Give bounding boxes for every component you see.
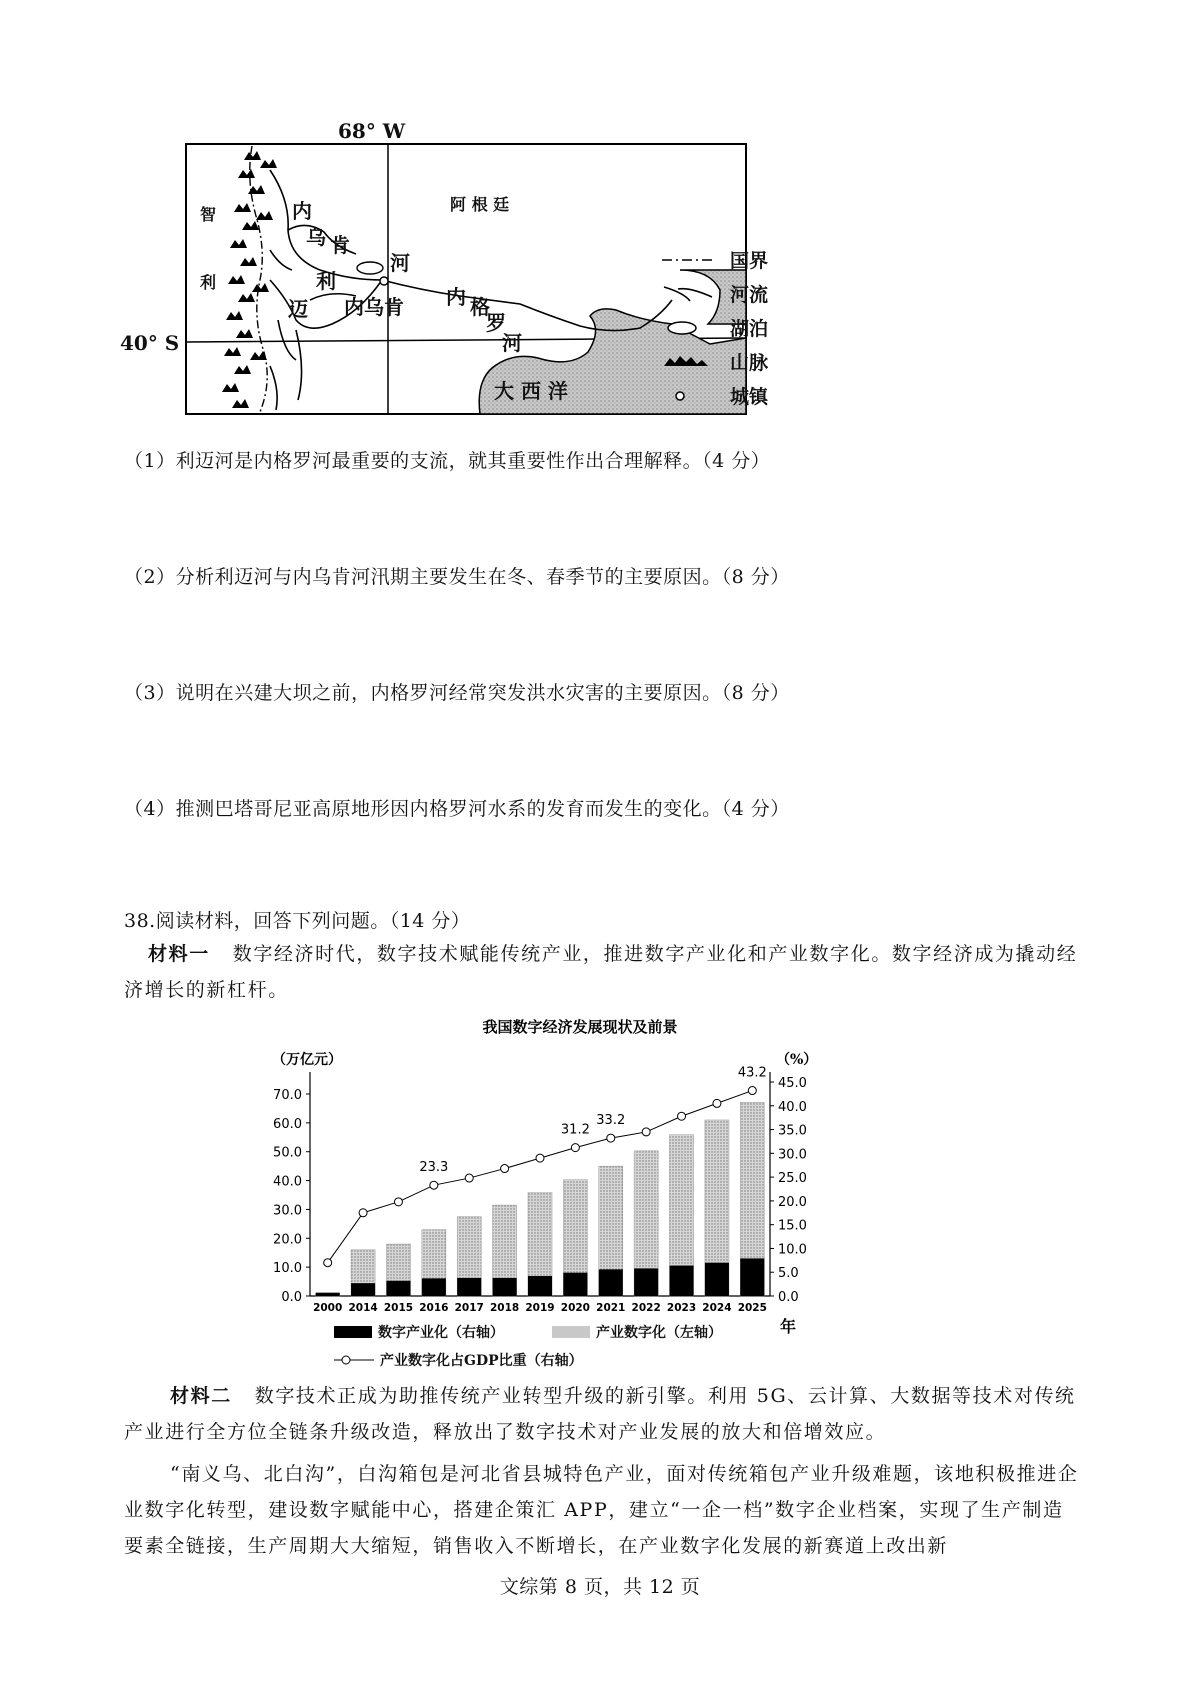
label-negro-2: 格	[470, 295, 490, 319]
longitude-label: 68° W	[338, 120, 406, 143]
right-tick-label: 0.0	[778, 1290, 799, 1305]
label-limay-2: 迈	[288, 297, 308, 321]
right-tick-label: 5.0	[778, 1266, 799, 1282]
legend-mountain	[660, 348, 768, 375]
legend-river-label: 河流	[730, 284, 769, 306]
label-neuquen-2: 乌	[306, 225, 326, 249]
lake-icon	[660, 320, 718, 336]
page-footer: 文综第 8 页，共 12 页	[499, 1576, 701, 1598]
label-argentina: 阿 根 廷	[450, 195, 510, 214]
gdp-share-point	[359, 1209, 367, 1217]
gdp-share-point	[465, 1174, 473, 1182]
gdp-share-data-label: 33.2	[596, 1113, 626, 1129]
legend-swatch-solid	[334, 1326, 372, 1338]
chart-legend-row-1	[334, 1322, 722, 1342]
gdp-share-point	[748, 1087, 756, 1095]
left-tick-label: 30.0	[273, 1203, 302, 1219]
mountain-icon	[660, 354, 718, 370]
gdp-share-point	[607, 1134, 615, 1142]
gdp-share-data-label: 31.2	[560, 1122, 590, 1138]
gdp-share-point	[571, 1144, 579, 1152]
bar-digital-industrialization	[316, 1293, 340, 1296]
legend-line-marker-icon	[334, 1354, 374, 1366]
gdp-share-data-label: 23.3	[419, 1160, 449, 1176]
bar-digital-industrialization	[386, 1281, 410, 1296]
left-tick-label: 20.0	[273, 1232, 302, 1248]
label-neuquen-3: 肯	[330, 233, 350, 257]
gdp-share-point	[642, 1128, 650, 1136]
x-tick-label: 2020	[560, 1302, 591, 1314]
label-negro-1: 内	[446, 285, 466, 309]
digital-economy-chart	[240, 1010, 860, 1370]
legend-lake-label: 湖泊	[730, 318, 769, 340]
right-tick-label: 30.0	[778, 1147, 807, 1163]
material-2-label: 材料二	[170, 1385, 232, 1407]
legend-mountain-label: 山脉	[730, 352, 769, 374]
right-tick-label: 45.0	[778, 1076, 807, 1091]
x-tick-label: 2016	[419, 1302, 449, 1314]
label-chile-1: 智	[200, 205, 217, 224]
x-tick-label: 2025	[737, 1302, 767, 1314]
label-limay-1: 利	[316, 269, 336, 293]
material-1-text: 数字经济时代，数字技术赋能传统产业，推进数字产业化和产业数字化。数字经济成为撬动经济增长的新杠杆。	[124, 943, 1078, 1001]
gdp-share-point	[430, 1181, 438, 1189]
chart-title: 我国数字经济发展现状及前景	[482, 1018, 678, 1036]
material-2-text: 数字技术正成为助推传统产业转型升级的新引擎。利用 5G、云计算、大数据等技术对传统产业进行全方位全链条升级改造，释放出了数字技术对产业发展的放大和倍增效应。	[124, 1385, 1076, 1443]
question-38-title: 38.阅读材料，回答下列问题。（14 分）	[124, 910, 471, 932]
latitude-label: 40° S	[120, 331, 180, 355]
bar-digital-industrialization	[351, 1283, 375, 1296]
question-4: （4）推测巴塔哥尼亚高原地形因内格罗河水系的发育而发生的变化。（4 分）	[124, 798, 790, 820]
x-tick-label: 2021	[596, 1302, 626, 1314]
chart-legend-row-2	[334, 1350, 583, 1370]
material-2	[124, 1378, 1079, 1450]
question-3: （3）说明在兴建大坝之前，内格罗河经常突发洪水灾害的主要原因。（8 分）	[124, 682, 790, 704]
right-tick-label: 20.0	[778, 1194, 807, 1210]
bar-digital-industrialization	[634, 1268, 658, 1296]
chart-x-unit: 年	[780, 1317, 797, 1336]
right-tick-label: 10.0	[778, 1242, 807, 1258]
label-neuquen-1: 内	[292, 199, 312, 223]
legend-lake	[660, 314, 768, 341]
bar-digital-industrialization	[740, 1258, 764, 1296]
label-atlantic: 大 西 洋	[494, 379, 568, 403]
right-tick-label: 25.0	[778, 1171, 807, 1187]
gdp-share-point	[324, 1259, 332, 1267]
bar-digital-industrialization	[563, 1273, 587, 1296]
left-tick-label: 10.0	[273, 1261, 302, 1277]
right-tick-label: 35.0	[778, 1123, 807, 1139]
town-icon	[660, 388, 718, 404]
x-tick-label: 2024	[702, 1302, 732, 1314]
legend-town	[660, 382, 768, 409]
border-line-icon	[660, 253, 718, 267]
gdp-share-data-label: 43.2	[737, 1065, 767, 1081]
x-tick-label: 2018	[489, 1302, 520, 1314]
right-tick-label: 40.0	[778, 1099, 807, 1115]
bar-digital-industrialization	[457, 1278, 481, 1296]
bar-digital-industrialization	[528, 1276, 552, 1296]
legend-industrial-digitalization: 产业数字化（左轴）	[596, 1325, 722, 1341]
legend-gdp-share: 产业数字化占GDP比重（右轴）	[380, 1353, 583, 1369]
bar-digital-industrialization	[705, 1263, 729, 1296]
left-tick-label: 50.0	[273, 1145, 302, 1161]
label-chile-2: 利	[200, 273, 217, 292]
gdp-share-point	[394, 1198, 402, 1206]
legend-town-label: 城镇	[730, 386, 769, 408]
left-tick-label: 40.0	[273, 1174, 302, 1190]
chart-right-unit: （%）	[776, 1052, 818, 1068]
right-tick-label: 15.0	[778, 1218, 807, 1234]
left-tick-label: 70.0	[273, 1088, 302, 1103]
label-river-char: 河	[390, 251, 410, 275]
material-2-paragraph-2: “南义乌、北白沟”，白沟箱包是河北省县城特色产业，面对传统箱包产业升级难题，该地积极推进企业数字化转型，建设数字赋能中心，搭建企策汇 APP，建立“一企一档”数字企业档案，实现了生产制造要素全链接，生产周期大大缩短，销售收入不断增长，在产业数字化发展的新赛道上改出新	[124, 1463, 1079, 1557]
label-neuquen-city: 内乌肯	[344, 295, 404, 319]
x-tick-label: 2017	[454, 1302, 484, 1314]
legend-swatch-dotted	[552, 1326, 590, 1338]
x-tick-label: 2000	[313, 1302, 343, 1314]
national-border	[250, 146, 267, 412]
bar-digital-industrialization	[493, 1278, 517, 1296]
gdp-share-point	[501, 1165, 509, 1173]
left-tick-label: 60.0	[273, 1116, 302, 1132]
legend-digital-industrialization: 数字产业化（右轴）	[378, 1325, 504, 1341]
andes-mountains	[222, 151, 277, 408]
x-tick-label: 2022	[631, 1302, 661, 1314]
legend-border	[660, 246, 768, 273]
chart-svg	[240, 1010, 860, 1370]
river-icon	[660, 285, 718, 303]
x-tick-label: 2023	[666, 1302, 697, 1314]
neuquen-town-marker	[380, 277, 388, 285]
legend-river	[660, 280, 768, 307]
gdp-share-point	[713, 1099, 721, 1107]
bar-digital-industrialization	[422, 1278, 446, 1296]
question-2: （2）分析利迈河与内乌肯河汛期主要发生在冬、春季节的主要原因。（8 分）	[124, 566, 790, 588]
chart-left-unit: （万亿元）	[272, 1052, 342, 1068]
label-negro-4: 河	[502, 331, 522, 355]
x-tick-label: 2014	[348, 1302, 378, 1314]
x-tick-label: 2015	[383, 1302, 414, 1314]
bar-digital-industrialization	[599, 1269, 623, 1296]
gdp-share-point	[678, 1112, 686, 1120]
lake-shape	[357, 262, 383, 274]
label-negro-3: 罗	[486, 311, 506, 335]
legend-border-label: 国界	[730, 250, 769, 272]
left-tick-label: 0.0	[281, 1290, 302, 1305]
question-1: （1）利迈河是内格罗河最重要的支流，就其重要性作出合理解释。（4 分）	[124, 450, 771, 472]
material-1	[124, 936, 1079, 1008]
gdp-share-point	[536, 1154, 544, 1162]
material-1-label: 材料一	[148, 943, 210, 965]
x-tick-label: 2019	[525, 1302, 555, 1314]
bar-digital-industrialization	[670, 1266, 694, 1296]
